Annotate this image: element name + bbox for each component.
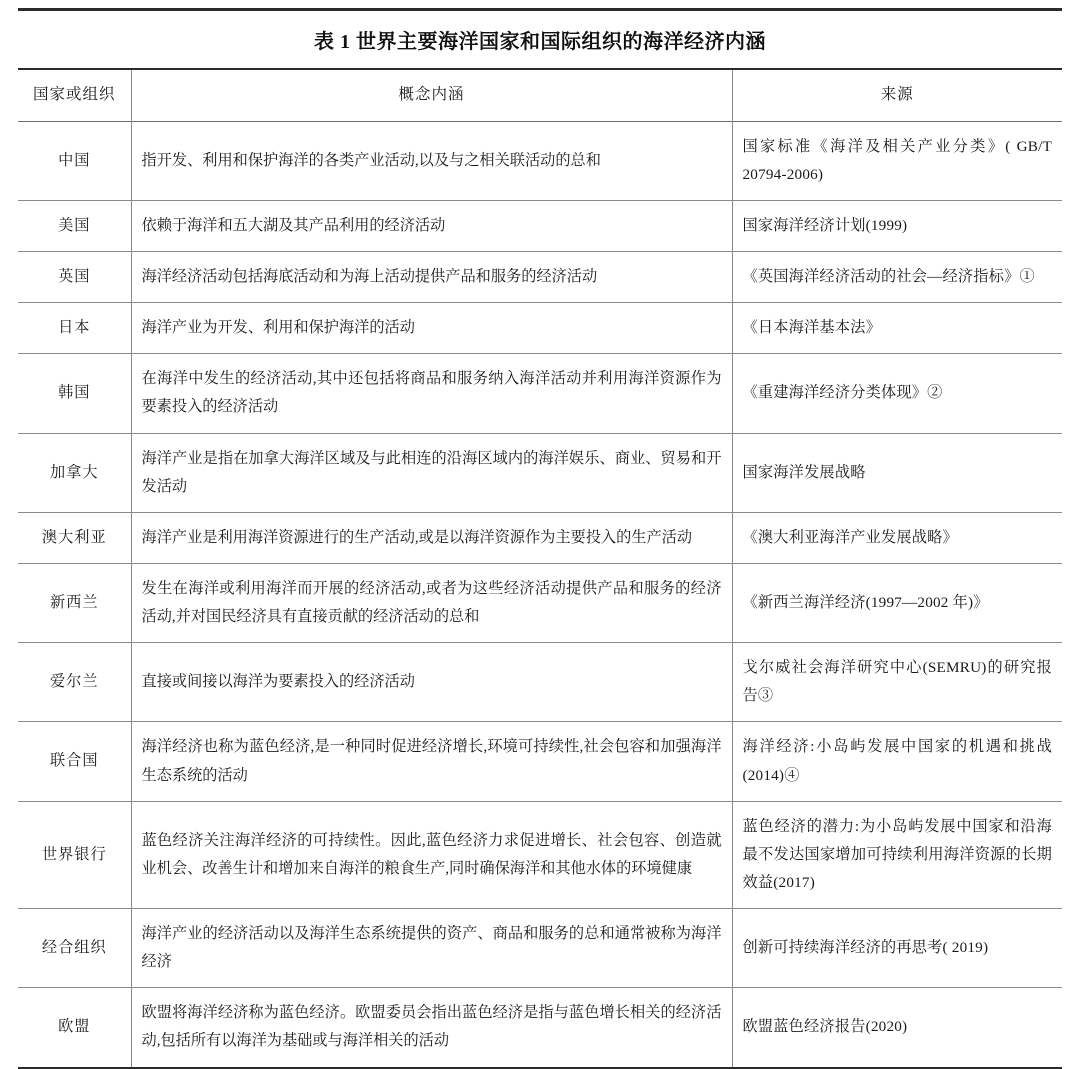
table-row <box>18 988 1062 1068</box>
cell-country: 新西兰 <box>18 563 131 642</box>
column-header-country: 国家或组织 <box>18 69 131 121</box>
column-header-concept: 概念内涵 <box>131 69 732 121</box>
cell-country: 韩国 <box>18 354 131 433</box>
cell-concept: 海洋产业是利用海洋资源进行的生产活动,或是以海洋资源作为主要投入的生产活动 <box>131 512 732 563</box>
table-row <box>18 512 1062 563</box>
cell-source: 国家海洋发展战略 <box>742 463 866 481</box>
cell-source: 《澳大利亚海洋产业发展战略》 <box>742 528 958 546</box>
cell-source: 《新西兰海洋经济(1997—2002 年)》 <box>742 593 989 611</box>
cell-concept: 欧盟将海洋经济称为蓝色经济。欧盟委员会指出蓝色经济是指与蓝色增长相关的经济活动,包括所有以海洋为基础或与海洋相关的活动 <box>131 988 732 1068</box>
cell-country: 联合国 <box>18 722 131 801</box>
table-row <box>18 643 1062 722</box>
ocean-economy-table <box>18 68 1062 1069</box>
cell-source: 《重建海洋经济分类体现》② <box>742 384 943 402</box>
cell-country: 加拿大 <box>18 433 131 512</box>
cell-country: 英国 <box>18 252 131 303</box>
table-row <box>18 433 1062 512</box>
cell-concept: 在海洋中发生的经济活动,其中还包括将商品和服务纳入海洋活动并利用海洋资源作为要素投入的经济活动 <box>131 354 732 433</box>
cell-country: 爱尔兰 <box>18 643 131 722</box>
table-title: 表 1 世界主要海洋国家和国际组织的海洋经济内涵 <box>314 31 766 53</box>
cell-source: 欧盟蓝色经济报告(2020) <box>742 1018 908 1036</box>
table-row <box>18 354 1062 433</box>
cell-country: 世界银行 <box>18 801 131 908</box>
table-row <box>18 801 1062 908</box>
cell-concept: 发生在海洋或利用海洋而开展的经济活动,或者为这些经济活动提供产品和服务的经济活动,并对国民经济具有直接贡献的经济活动的总和 <box>131 563 732 642</box>
table-row <box>18 563 1062 642</box>
column-header-source: 来源 <box>880 86 914 103</box>
table-row <box>18 252 1062 303</box>
cell-concept: 海洋产业的经济活动以及海洋生态系统提供的资产、商品和服务的总和通常被称为海洋经济 <box>131 909 732 988</box>
table-row <box>18 200 1062 251</box>
cell-concept: 指开发、利用和保护海洋的各类产业活动,以及与之相关联活动的总和 <box>131 121 732 200</box>
table-header-row <box>18 69 1062 121</box>
cell-source: 戈尔威社会海洋研究中心(SEMRU)的研究报告③ <box>742 659 1052 705</box>
cell-country: 日本 <box>18 303 131 354</box>
table-header <box>18 69 1062 121</box>
table-row <box>18 909 1062 988</box>
cell-country: 欧盟 <box>18 988 131 1068</box>
table-row <box>18 722 1062 801</box>
cell-source: 国家标准《海洋及相关产业分类》( GB/T 20794-2006) <box>742 137 1052 183</box>
cell-concept: 蓝色经济关注海洋经济的可持续性。因此,蓝色经济力求促进增长、社会包容、创造就业机会、改善生计和增加来自海洋的粮食生产,同时确保海洋和其他水体的环境健康 <box>131 801 732 908</box>
cell-country: 中国 <box>18 121 131 200</box>
cell-source: 《日本海洋基本法》 <box>742 319 881 337</box>
cell-source: 《英国海洋经济活动的社会—经济指标》① <box>742 268 1035 286</box>
cell-concept: 海洋经济活动包括海底活动和为海上活动提供产品和服务的经济活动 <box>131 252 732 303</box>
cell-country: 美国 <box>18 200 131 251</box>
page <box>0 8 1080 1050</box>
table-row <box>18 121 1062 200</box>
table-body <box>18 121 1062 1067</box>
cell-country: 经合组织 <box>18 909 131 988</box>
cell-source: 创新可持续海洋经济的再思考( 2019) <box>742 939 989 957</box>
cell-concept: 依赖于海洋和五大湖及其产品利用的经济活动 <box>131 200 732 251</box>
cell-source: 国家海洋经济计划(1999) <box>742 216 908 234</box>
cell-source: 蓝色经济的潜力:为小岛屿发展中国家和沿海最不发达国家增加可持续利用海洋资源的长期效益(2017) <box>742 817 1052 891</box>
cell-country: 澳大利亚 <box>18 512 131 563</box>
table-row <box>18 303 1062 354</box>
cell-concept: 海洋经济也称为蓝色经济,是一种同时促进经济增长,环境可持续性,社会包容和加强海洋生态系统的活动 <box>131 722 732 801</box>
cell-concept: 海洋产业为开发、利用和保护海洋的活动 <box>131 303 732 354</box>
cell-source: 海洋经济:小岛屿发展中国家的机遇和挑战(2014)④ <box>742 738 1052 784</box>
cell-concept: 海洋产业是指在加拿大海洋区域及与此相连的沿海区域内的海洋娱乐、商业、贸易和开发活动 <box>131 433 732 512</box>
cell-concept: 直接或间接以海洋为要素投入的经济活动 <box>131 643 732 722</box>
